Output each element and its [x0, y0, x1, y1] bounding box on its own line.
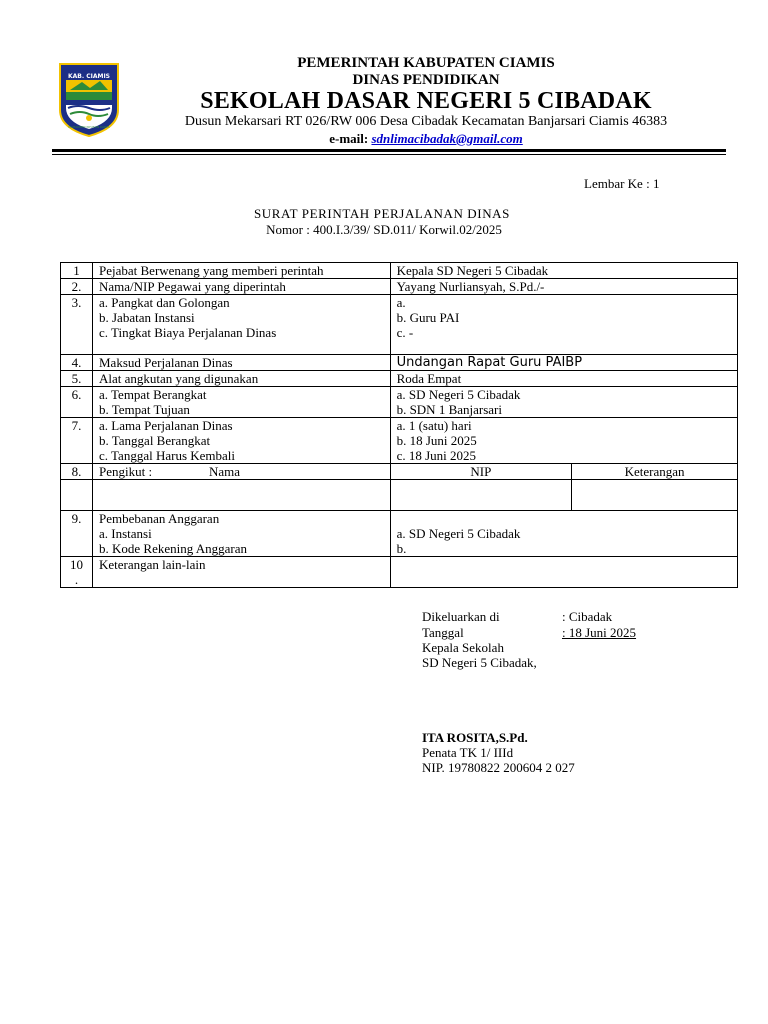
date-value: : 18 Juni 2025 — [562, 625, 637, 640]
row-number: 1 — [61, 263, 93, 279]
row-number: 3. — [61, 295, 93, 355]
row-value: Undangan Rapat Guru PAIBP — [390, 355, 737, 371]
row-value — [390, 387, 737, 418]
table-row — [61, 480, 738, 511]
date-label: Tanggal — [422, 625, 464, 640]
empty-cell — [61, 480, 93, 511]
row-sub-label: a. Instansi — [98, 526, 152, 541]
table-row — [61, 387, 738, 418]
logo-text-top: KAB. CIAMIS — [67, 73, 111, 80]
row-sub-label: b. Tanggal Berangkat — [98, 433, 211, 448]
row-sub-value: b. 18 Juni 2025 — [396, 433, 477, 448]
row-label: Alat angkutan yang digunakan — [92, 371, 390, 387]
row-sub-label: a. Tempat Berangkat — [98, 387, 207, 402]
row-value: Kepala SD Negeri 5 Cibadak — [390, 263, 737, 279]
row-sub-value: a. SD Negeri 5 Cibadak — [396, 387, 521, 402]
row-sub-label: Pembebanan Anggaran — [98, 511, 220, 526]
row-sub-value: b. Guru PAI — [396, 310, 460, 325]
header-rule-thick — [52, 149, 726, 152]
followers-nip-header: NIP — [390, 464, 572, 480]
table-row — [61, 464, 738, 480]
row-sub-label: a. Pangkat dan Golongan — [98, 295, 230, 310]
row-label: Pejabat Berwenang yang memberi perintah — [92, 263, 390, 279]
row-label — [92, 418, 390, 464]
header-school-name: SEKOLAH DASAR NEGERI 5 CIBADAK — [200, 88, 652, 114]
signer-institution: SD Negeri 5 Cibadak, — [422, 655, 537, 670]
travel-order-table — [60, 262, 738, 588]
email-label: e-mail: — [329, 131, 369, 146]
row-value — [390, 295, 737, 355]
signer-name: ITA ROSITA,S.Pd. — [422, 730, 528, 745]
row-number: 4. — [61, 355, 93, 371]
table-row — [61, 557, 738, 588]
document-number: Nomor : 400.I.3/39/ SD.011/ Korwil.02/2025 — [266, 222, 502, 237]
issued-at-label: Dikeluarkan di — [422, 609, 500, 624]
row-number-line: 10 — [69, 557, 83, 572]
row-sub-value: b. SDN 1 Banjarsari — [396, 402, 502, 417]
table-row — [61, 371, 738, 387]
empty-cell — [390, 480, 572, 511]
signer-position: Kepala Sekolah — [422, 640, 504, 655]
table-row — [61, 279, 738, 295]
header-email-line — [42, 131, 768, 147]
row-number: 8. — [61, 464, 93, 480]
followers-notes-header: Keterangan — [572, 464, 738, 480]
row-number: 6. — [61, 387, 93, 418]
row-number-line: . — [74, 572, 79, 587]
sheet-number: Lembar Ke : 1 — [584, 176, 660, 191]
row-sub-value: b. — [396, 541, 407, 556]
row-label — [92, 464, 390, 480]
row-number: 7. — [61, 418, 93, 464]
row-number: 2. — [61, 279, 93, 295]
issued-at-line — [422, 609, 612, 624]
row-value: Roda Empat — [390, 371, 737, 387]
row-sub-label: a. Lama Perjalanan Dinas — [98, 418, 233, 433]
email-link[interactable]: sdnlimacibadak@gmail.com — [371, 131, 523, 146]
followers-name-header: Nama — [208, 464, 241, 479]
row-sub-value: a. 1 (satu) hari — [396, 418, 472, 433]
issued-at-value: : Cibadak — [562, 609, 613, 624]
row-sub-label: b. Tempat Tujuan — [98, 402, 190, 417]
row-number: 5. — [61, 371, 93, 387]
empty-cell — [92, 480, 390, 511]
row-value — [390, 418, 737, 464]
date-line — [422, 625, 636, 640]
row-value: Yayang Nurliansyah, S.Pd./- — [390, 279, 737, 295]
row-label — [92, 295, 390, 355]
row-label — [92, 511, 390, 557]
empty-cell — [572, 480, 738, 511]
row-sub-label: c. Tingkat Biaya Perjalanan Dinas — [98, 325, 277, 340]
table-row — [61, 295, 738, 355]
row-sub-value: c. 18 Juni 2025 — [396, 448, 477, 463]
table-row — [61, 263, 738, 279]
document-title: SURAT PERINTAH PERJALANAN DINAS — [253, 206, 511, 221]
followers-label: Pengikut : — [98, 464, 153, 479]
signer-nip: NIP. 19780822 200604 2 027 — [422, 760, 575, 775]
logo-text-bottom: MAHANTEN NYUSUN KARYA — [68, 125, 110, 129]
row-sub-value: a. — [396, 295, 406, 310]
row-value — [390, 557, 737, 588]
row-sub-label: b. Jabatan Instansi — [98, 310, 195, 325]
row-sub-label: b. Kode Rekening Anggaran — [98, 541, 248, 556]
row-sub-value: a. SD Negeri 5 Cibadak — [396, 526, 521, 541]
row-number: 9. — [61, 511, 93, 557]
header-department: DINAS PENDIDIKAN — [352, 72, 500, 88]
row-sub-value: c. - — [396, 325, 414, 340]
row-label: Maksud Perjalanan Dinas — [92, 355, 390, 371]
row-sub-label: c. Tanggal Harus Kembali — [98, 448, 236, 463]
header-rule-thin — [52, 154, 726, 155]
table-row — [61, 418, 738, 464]
signer-rank: Penata TK 1/ IIId — [422, 745, 514, 760]
table-row — [61, 355, 738, 371]
row-value — [390, 511, 737, 557]
table-row — [61, 511, 738, 557]
row-number — [61, 557, 93, 588]
row-label: Keterangan lain-lain — [92, 557, 390, 588]
header-address: Dusun Mekarsari RT 026/RW 006 Desa Cibadak Kecamatan Banjarsari Ciamis 46383 — [184, 114, 668, 129]
header-government: PEMERINTAH KABUPATEN CIAMIS — [297, 55, 555, 71]
row-label: Nama/NIP Pegawai yang diperintah — [92, 279, 390, 295]
row-label — [92, 387, 390, 418]
